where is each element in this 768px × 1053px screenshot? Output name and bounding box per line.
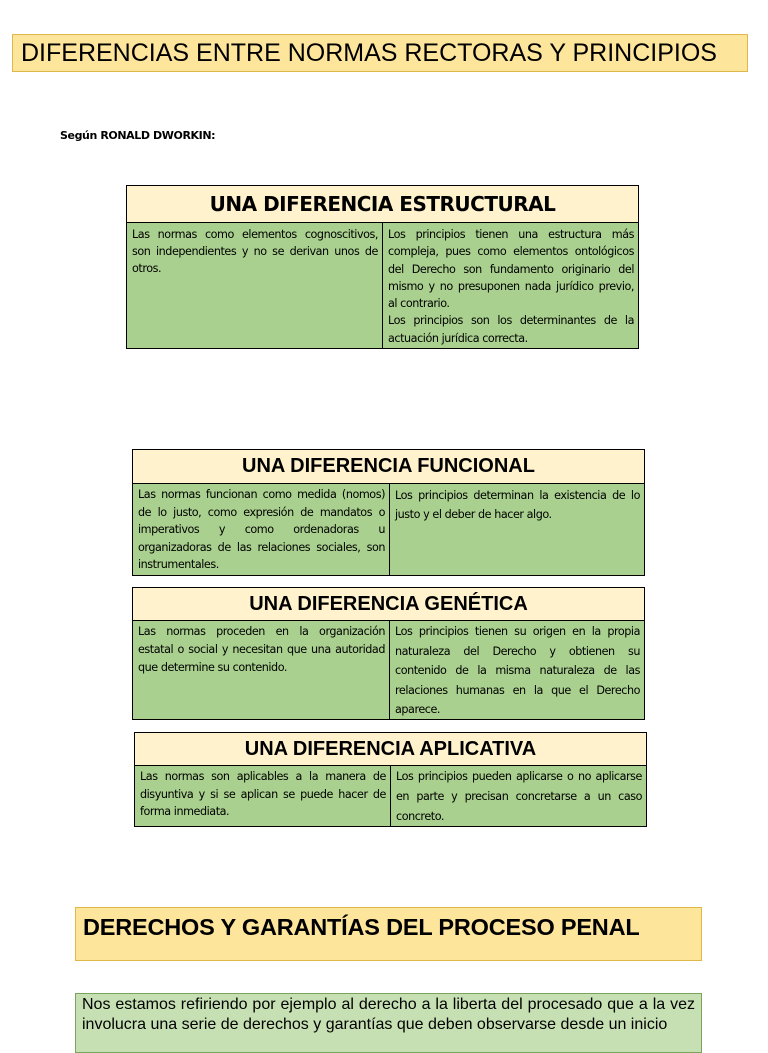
section-paragraph: Nos estamos refiriendo por ejemplo al derecho a la liberta del procesado que a la vez involucra una serie de derechos y garantías que deben observarse desde un inicio [75,993,702,1053]
table-header: UNA DIFERENCIA ESTRUCTURAL [127,186,638,223]
table-row [133,484,644,575]
principles-cell: Los principios pueden aplicarse o no aplicarse en parte y precisan concretarse a un caso concreto. [396,770,642,823]
structural-difference-table [126,185,639,349]
principles-cell: Los principios determinan la existencia de lo justo y el deber de hacer algo. [395,489,640,521]
table-row [127,223,638,348]
table-row [135,766,646,826]
applicative-difference-table [134,732,647,827]
principles-text: Los principios tienen una estructura más compleja, pues como elementos ontológicos del Derecho son fundamento originario del mismo y no presuponen nada jurídico previo, al contrario. [388,228,634,311]
norms-cell: Las normas funcionan como medida (nomos) de lo justo, como expresión de mandatos o imperativos y como ordenadoras u organizadoras de las relaciones sociales, son instrumentales. [133,484,390,575]
table-row [133,621,644,719]
author-attribution: Según RONALD DWORKIN: [60,129,216,142]
page-title: DIFERENCIAS ENTRE NORMAS RECTORAS Y PRINCIPIOS [12,34,748,72]
norms-cell: Las normas como elementos cognoscitivos, son independientes y no se derivan unos de otros. [127,223,383,348]
principles-cell: Los principios tienen su origen en la propia naturaleza del Derecho y obtienen su contenido de la misma naturaleza de las relaciones humanas en la que el Derecho aparece. [395,625,640,716]
genetic-difference-table [132,587,645,720]
norms-cell: Las normas son aplicables a la manera de disyuntiva y si se aplican se puede hacer de forma inmediata. [135,766,391,826]
table-header: UNA DIFERENCIA GENÉTICA [133,588,644,621]
principles-cell [383,223,638,348]
table-header: UNA DIFERENCIA FUNCIONAL [133,450,644,484]
section-title: DERECHOS Y GARANTÍAS DEL PROCESO PENAL [75,907,702,961]
principles-text-continued: Los principios son los determinantes de la actuación jurídica correcta. [388,314,634,345]
functional-difference-table [132,449,645,576]
norms-cell: Las normas proceden en la organización estatal o social y necesitan que una autoridad que determine su contenido. [133,621,390,719]
table-header: UNA DIFERENCIA APLICATIVA [135,733,646,766]
